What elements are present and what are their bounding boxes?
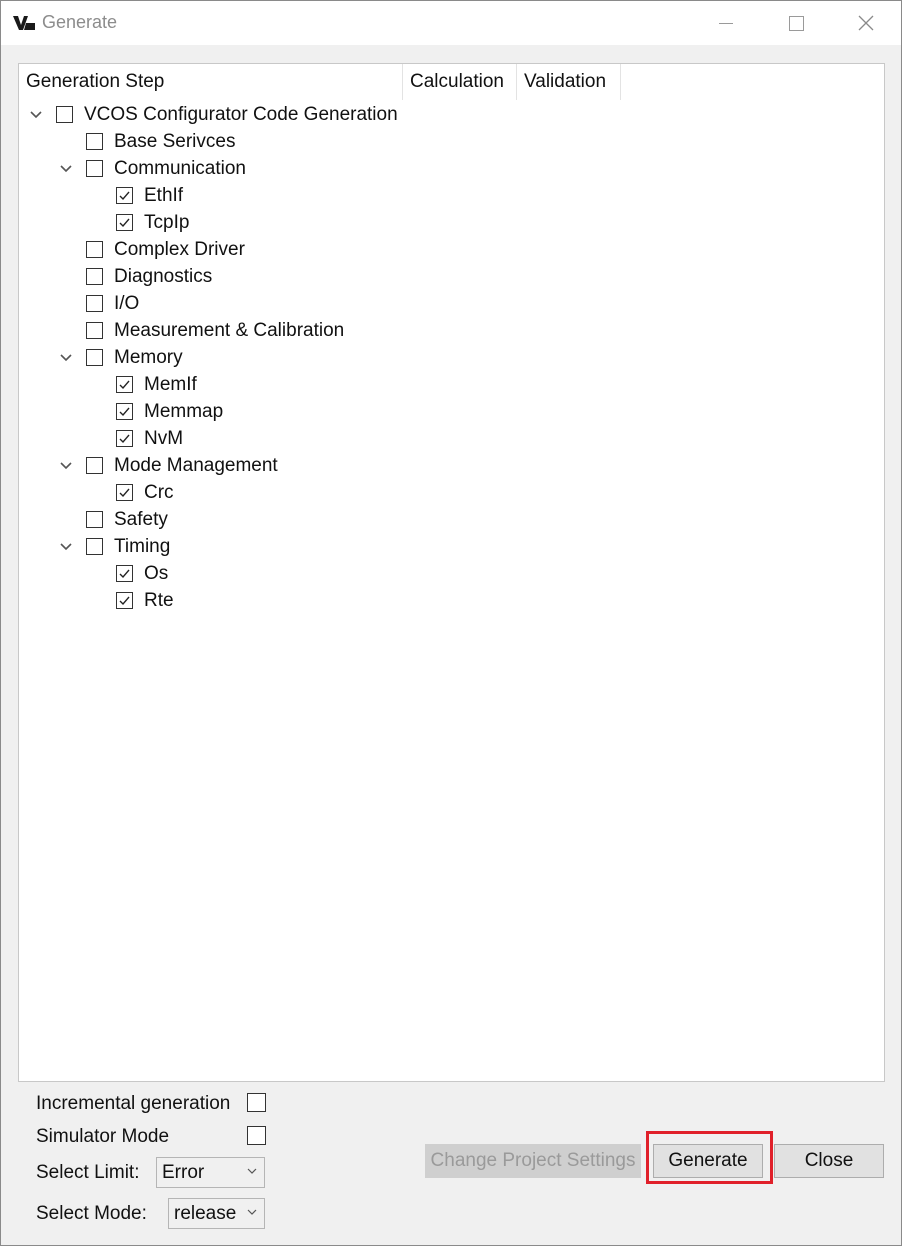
maximize-icon — [789, 16, 804, 31]
tree-row[interactable] — [19, 317, 879, 344]
tree-row[interactable] — [19, 101, 879, 128]
column-header-calculation[interactable]: Calculation — [403, 64, 517, 100]
tree-row-label: Memory — [114, 347, 183, 368]
change-project-settings-button[interactable]: Change Project Settings — [425, 1144, 641, 1178]
tree-row-checkbox[interactable] — [86, 241, 103, 258]
chevron-down-icon[interactable] — [58, 350, 74, 366]
tree-row-label: Complex Driver — [114, 239, 245, 260]
close-button[interactable]: Close — [774, 1144, 884, 1178]
select-mode-value: release — [174, 1203, 237, 1224]
incremental-generation-label: Incremental generation — [36, 1093, 231, 1114]
tree-row-label: Mode Management — [114, 455, 278, 476]
tree-row-checkbox[interactable] — [86, 160, 103, 177]
tree-row-label: Safety — [114, 509, 168, 530]
tree-row-checkbox[interactable] — [86, 538, 103, 555]
chevron-down-icon — [247, 1209, 257, 1216]
tree-row-label: EthIf — [144, 185, 184, 206]
tree-row[interactable] — [19, 209, 879, 236]
select-mode-label: Select Mode: — [36, 1203, 147, 1224]
simulator-mode-checkbox[interactable] — [247, 1126, 266, 1145]
tree-row-label: Base Serivces — [114, 131, 236, 152]
tree-row[interactable] — [19, 344, 879, 371]
tree-row[interactable] — [19, 425, 879, 452]
tree-row-label: Communication — [114, 158, 246, 179]
generation-tree[interactable] — [18, 63, 885, 1082]
column-header-generation-step[interactable]: Generation Step — [26, 64, 403, 100]
select-limit-value: Error — [162, 1162, 205, 1183]
tree-row[interactable] — [19, 155, 879, 182]
chevron-down-icon[interactable] — [58, 458, 74, 474]
tree-row-checkbox[interactable] — [116, 187, 133, 204]
select-mode-dropdown[interactable] — [168, 1198, 265, 1229]
tree-row-checkbox[interactable] — [116, 403, 133, 420]
tree-row-label: MemIf — [144, 374, 197, 395]
tree-row-checkbox[interactable] — [56, 106, 73, 123]
tree-row-label: Rte — [144, 590, 174, 611]
tree-row-checkbox[interactable] — [116, 214, 133, 231]
tree-row-label: VCOS Configurator Code Generation — [84, 104, 398, 125]
tree-row-label: Os — [144, 563, 169, 584]
close-window-button[interactable] — [831, 1, 901, 45]
minimize-icon — [719, 23, 733, 24]
tree-row-checkbox[interactable] — [86, 511, 103, 528]
tree-row-checkbox[interactable] — [86, 268, 103, 285]
select-limit-dropdown[interactable] — [156, 1157, 265, 1188]
tree-row-label: Diagnostics — [114, 266, 213, 287]
checkmark-icon — [118, 378, 131, 391]
tree-row[interactable] — [19, 128, 879, 155]
tree-row-checkbox[interactable] — [116, 376, 133, 393]
column-header-validation[interactable]: Validation — [517, 64, 621, 100]
tree-row-checkbox[interactable] — [86, 295, 103, 312]
tree-row-label: Timing — [114, 536, 171, 557]
tree-row-checkbox[interactable] — [86, 322, 103, 339]
tree-row[interactable] — [19, 587, 879, 614]
window-title: Generate — [42, 12, 118, 32]
tree-row[interactable] — [19, 398, 879, 425]
incremental-generation-checkbox[interactable] — [247, 1093, 266, 1112]
tree-row-checkbox[interactable] — [116, 565, 133, 582]
tree-row-label: Memmap — [144, 401, 224, 422]
chevron-down-icon — [247, 1168, 257, 1175]
tree-row-label: Measurement & Calibration — [114, 320, 345, 341]
app-logo-icon — [12, 13, 36, 33]
checkmark-icon — [118, 567, 131, 580]
select-limit-label: Select Limit: — [36, 1162, 140, 1183]
checkmark-icon — [118, 486, 131, 499]
tree-row[interactable] — [19, 236, 879, 263]
tree-row-label: Crc — [144, 482, 174, 503]
generate-button[interactable]: Generate — [653, 1144, 763, 1178]
chevron-down-icon[interactable] — [58, 539, 74, 555]
checkmark-icon — [118, 189, 131, 202]
tree-row-checkbox[interactable] — [116, 430, 133, 447]
tree-row[interactable] — [19, 371, 879, 398]
tree-row[interactable] — [19, 560, 879, 587]
title-bar — [1, 1, 901, 45]
checkmark-icon — [118, 594, 131, 607]
checkmark-icon — [118, 405, 131, 418]
tree-row-label: NvM — [144, 428, 184, 449]
simulator-mode-label: Simulator Mode — [36, 1126, 170, 1147]
tree-row[interactable] — [19, 182, 879, 209]
maximize-button[interactable] — [761, 1, 831, 45]
tree-row[interactable] — [19, 452, 879, 479]
tree-row-checkbox[interactable] — [86, 457, 103, 474]
minimize-button[interactable] — [691, 1, 761, 45]
tree-row[interactable] — [19, 263, 879, 290]
tree-row[interactable] — [19, 290, 879, 317]
tree-row-checkbox[interactable] — [86, 133, 103, 150]
checkmark-icon — [118, 216, 131, 229]
tree-row-checkbox[interactable] — [116, 592, 133, 609]
tree-row[interactable] — [19, 533, 879, 560]
chevron-down-icon[interactable] — [58, 161, 74, 177]
chevron-down-icon[interactable] — [28, 107, 44, 123]
checkmark-icon — [118, 432, 131, 445]
tree-row-label: TcpIp — [144, 212, 190, 233]
tree-row-checkbox[interactable] — [86, 349, 103, 366]
tree-row[interactable] — [19, 506, 879, 533]
generate-highlight-box — [646, 1131, 773, 1184]
tree-row-label: I/O — [114, 293, 140, 314]
tree-row-checkbox[interactable] — [116, 484, 133, 501]
tree-row[interactable] — [19, 479, 879, 506]
close-icon — [858, 15, 874, 31]
